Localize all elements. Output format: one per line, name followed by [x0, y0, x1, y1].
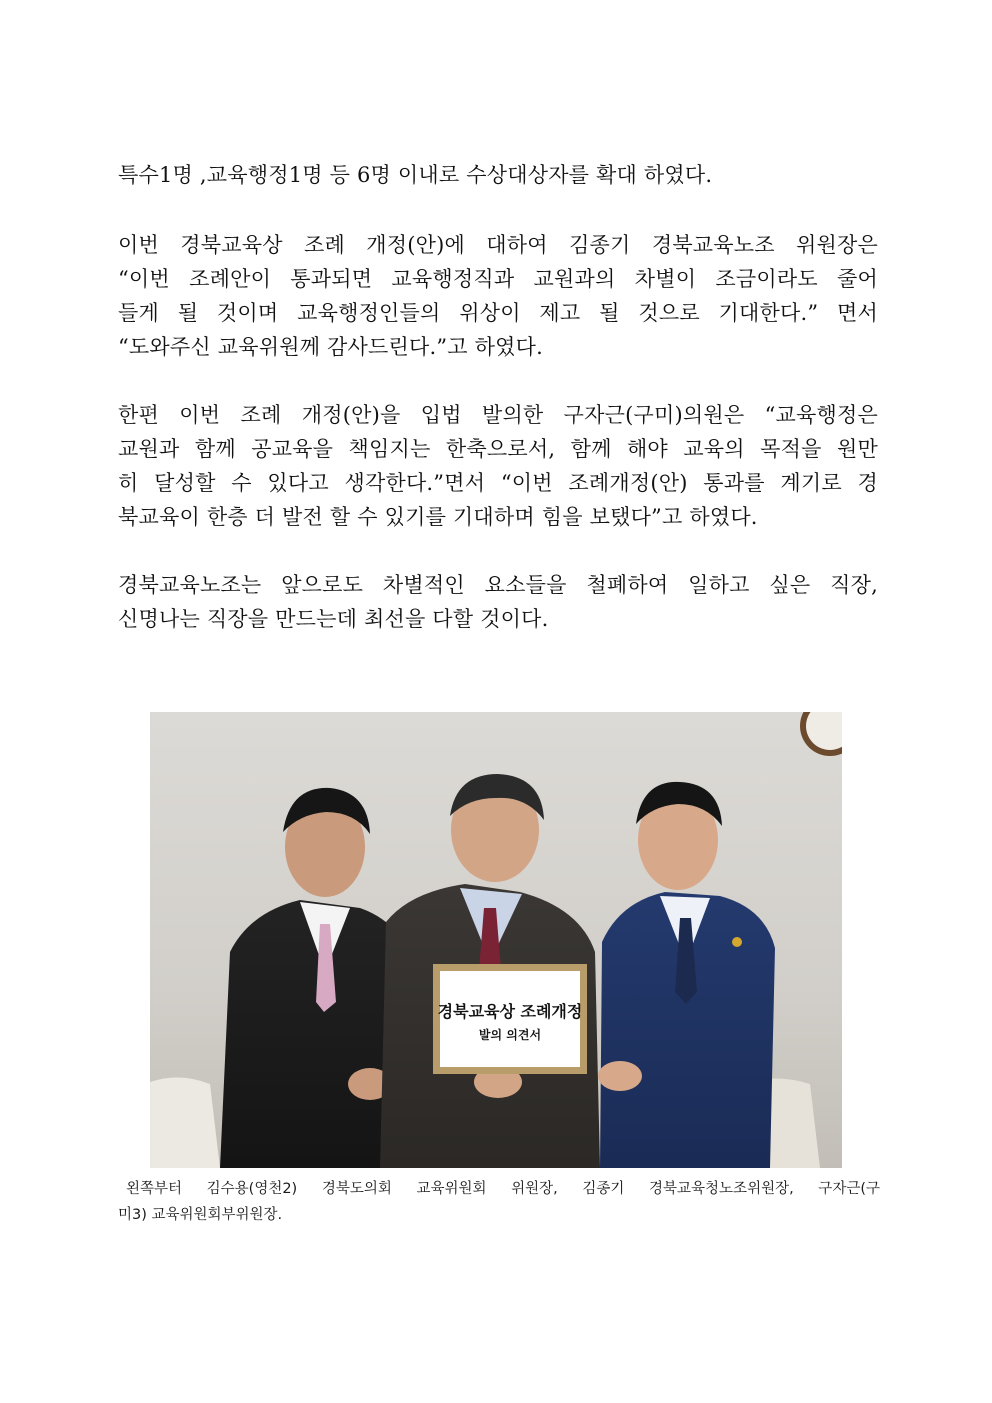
paragraph-line: 신명나는 직장을 만드는데 최선을 다할 것이다. — [118, 607, 549, 631]
paragraph-2 — [118, 228, 878, 364]
photo-illustration — [150, 712, 842, 1168]
document-sign — [433, 964, 587, 1074]
paragraph-line: 경북교육노조는 앞으로도 차별적인 요소들을 철폐하여 일하고 싶은 직장, — [118, 573, 878, 597]
paragraph-line: 한편 이번 조례 개정(안)을 입법 발의한 구자근(구미)의원은 “교육행정은 — [118, 403, 878, 427]
paragraph-line: “이번 조례안이 통과되면 교육행정직과 교원과의 차별이 조금이라도 줄어 — [118, 267, 878, 291]
paragraph-line: 북교육이 한층 더 발전 할 수 있기를 기대하며 힘을 보탰다”고 하였다. — [118, 505, 758, 529]
paragraph-3 — [118, 398, 878, 534]
sign-title: 경북교육상 조례개정 — [437, 1002, 583, 1021]
paragraph-4 — [118, 568, 878, 636]
paragraph-line: 들게 될 것이며 교육행정인들의 위상이 제고 될 것으로 기대한다.” 면서 — [118, 301, 878, 325]
paragraph-1 — [118, 158, 878, 192]
caption-line: 미3) 교육위원회부위원장. — [118, 1207, 283, 1223]
paragraph-line: 특수1명 ,교육행정1명 등 6명 이내로 수상대상자를 확대 하였다. — [118, 163, 713, 187]
photo-caption — [118, 1176, 880, 1228]
paragraph-line: 이번 경북교육상 조례 개정(안)에 대하여 김종기 경북교육노조 위원장은 — [118, 233, 878, 257]
paragraph-line: 교원과 함께 공교육을 책임지는 한축으로서, 함께 해야 교육의 목적을 원만 — [118, 437, 878, 461]
paragraph-line: “도와주신 교육위원께 감사드린다.”고 하였다. — [118, 335, 543, 359]
group-photo — [150, 712, 842, 1168]
caption-line: 왼쪽부터 김수용(영천2) 경북도의회 교육위원회 위원장, 김종기 경북교육청노조위원장, 구자근(구 — [126, 1181, 880, 1197]
sign-subtitle: 발의 의견서 — [478, 1028, 542, 1042]
paragraph-line: 히 달성할 수 있다고 생각한다.”면서 “이번 조례개정(안) 통과를 계기로 경 — [118, 471, 878, 495]
